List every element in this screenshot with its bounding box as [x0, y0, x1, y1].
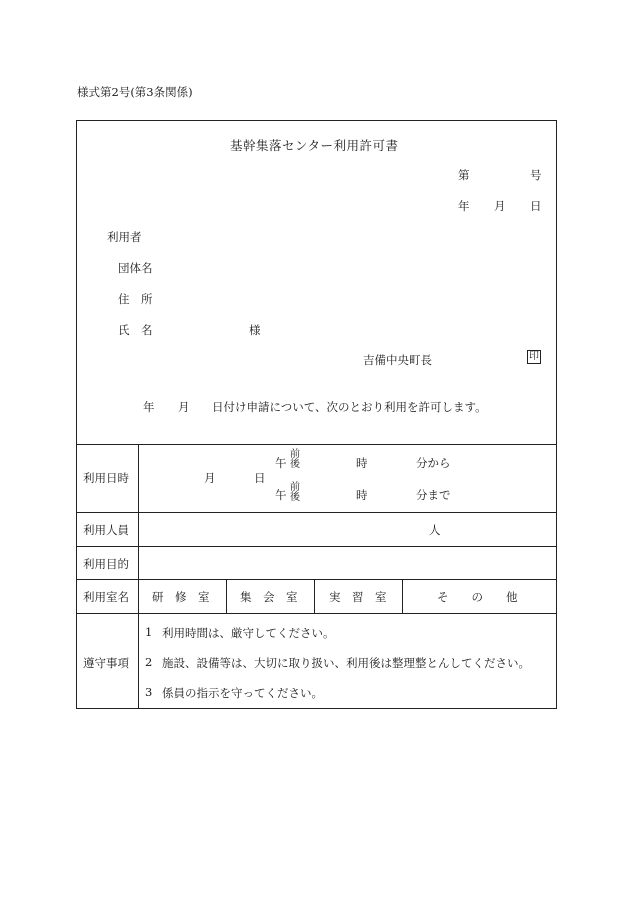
end-go: 午: [275, 488, 287, 502]
end-am: 前: [290, 482, 300, 493]
issuer-title: 吉備中央町長: [363, 353, 432, 367]
people-label: 利用人員: [83, 523, 129, 537]
rules-label: 遵守事項: [83, 656, 129, 670]
room-option-other: そ の 他: [437, 590, 518, 604]
end-ampm: [290, 483, 300, 503]
form-number-label: 様式第2号(第3条関係): [77, 85, 193, 99]
number-go: 号: [530, 168, 542, 182]
rule-text-1: 利用時間は、厳守してください。: [162, 626, 335, 640]
honorific-sama: 様: [249, 323, 261, 337]
applicant-heading: 利用者: [107, 230, 142, 244]
address-label: 住 所: [118, 292, 153, 306]
row-rule-1: [76, 512, 557, 513]
start-pm: 後: [290, 459, 300, 470]
start-hour: 時: [356, 456, 368, 470]
room-option-meeting: 集 会 室: [240, 590, 298, 604]
purpose-label: 利用目的: [83, 557, 129, 571]
date-year: 年: [458, 199, 470, 213]
name-label: 氏 名: [118, 323, 153, 337]
room-divider-1: [226, 579, 227, 613]
end-hour: 時: [356, 488, 368, 502]
datetime-label: 利用日時: [83, 471, 129, 485]
statement-text: 日付け申請について、次のとおり利用を許可します。: [212, 400, 487, 414]
row-rule-4: [76, 613, 557, 614]
statement-month: 月: [178, 400, 190, 414]
end-pm: 後: [290, 492, 300, 503]
start-am: 前: [290, 449, 300, 460]
date-month: 月: [494, 199, 506, 213]
rule-num-2: 2: [145, 655, 153, 669]
room-divider-3: [402, 579, 403, 613]
number-dai: 第: [458, 168, 470, 182]
seal-stamp: 印: [529, 351, 539, 362]
document-title: 基幹集落センター利用許可書: [230, 138, 399, 153]
rule-text-3: 係員の指示を守ってください。: [162, 686, 323, 700]
room-divider-2: [314, 579, 315, 613]
end-minute: 分まで: [416, 488, 451, 502]
rule-num-3: 3: [145, 685, 153, 699]
room-option-training: 研 修 室: [152, 590, 210, 604]
table-top-rule: [76, 444, 557, 445]
row-rule-3: [76, 579, 557, 580]
datetime-month: 月: [204, 471, 216, 485]
start-minute: 分から: [416, 456, 451, 470]
date-day: 日: [530, 199, 542, 213]
org-name-label: 団体名: [118, 261, 153, 275]
datetime-day: 日: [254, 471, 266, 485]
people-unit: 人: [429, 523, 441, 537]
label-column-rule: [138, 444, 139, 709]
room-label: 利用室名: [83, 590, 129, 604]
rule-text-2: 施設、設備等は、大切に取り扱い、利用後は整理整とんしてください。: [162, 656, 530, 670]
statement-year: 年: [143, 400, 155, 414]
rule-num-1: 1: [145, 625, 153, 639]
start-go: 午: [275, 456, 287, 470]
row-rule-2: [76, 546, 557, 547]
room-option-practice: 実 習 室: [329, 590, 387, 604]
start-ampm: [290, 450, 300, 470]
